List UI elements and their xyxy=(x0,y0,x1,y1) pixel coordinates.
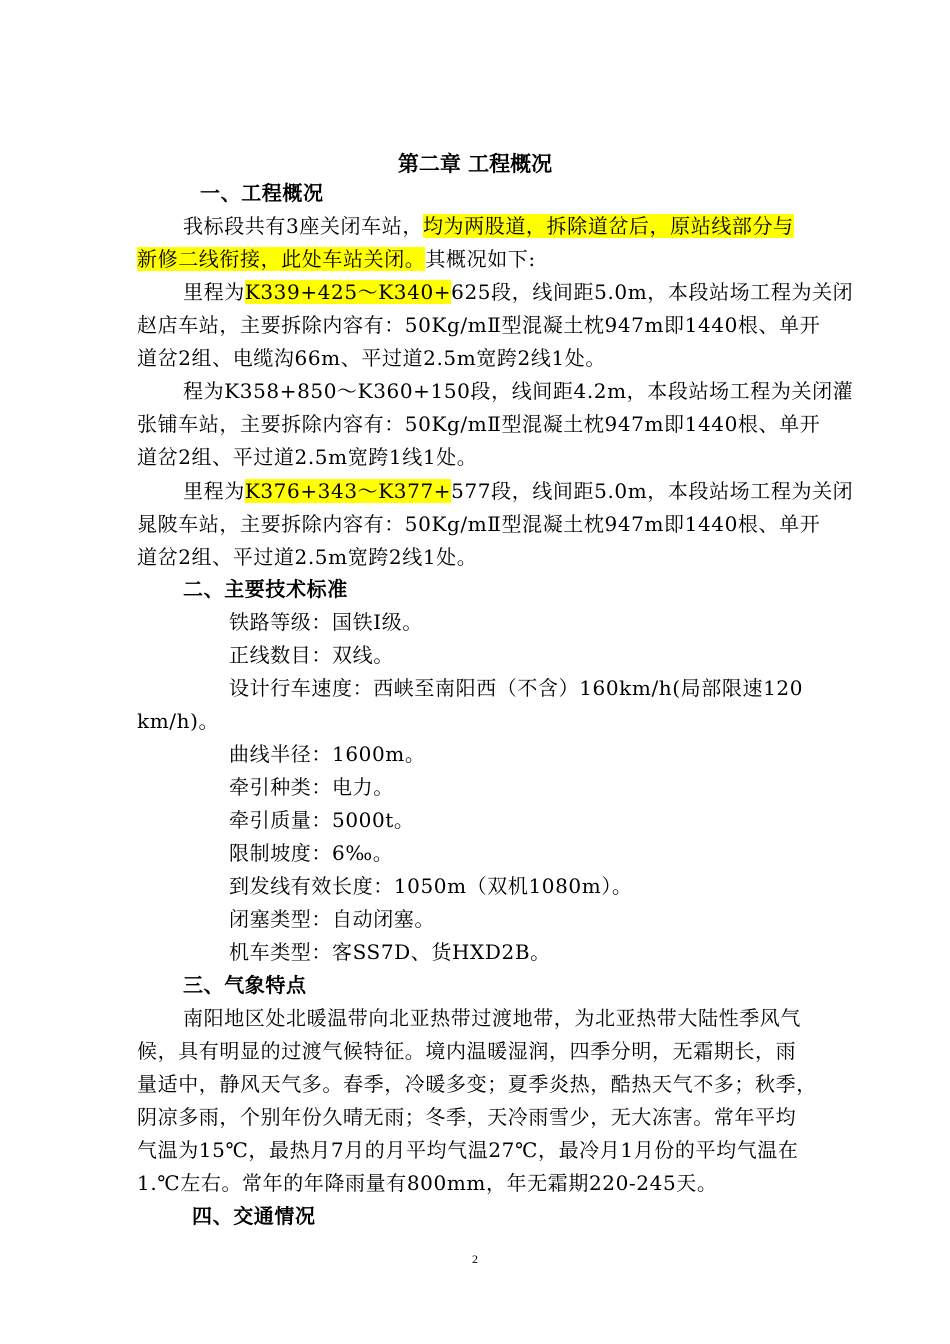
climate-line-3: 量适中，静风天气多。春季，冷暖多变；夏季炎热，酷热天气不多；秋季， xyxy=(137,1072,817,1096)
standard-locomotive: 机车类型：客SS7D、货HXD2B。 xyxy=(229,940,551,964)
section-heading-climate: 三、气象特点 xyxy=(183,973,307,997)
highlighted-text: 新修二线衔接，此处车站关闭。 xyxy=(137,247,426,271)
chapter-title: 第二章 工程概况 xyxy=(397,152,553,176)
text-run: 577段，线间距5.0m，本段站场工程为关闭 xyxy=(451,479,854,503)
overview-paragraph-3-line-3: 道岔2组、平过道2.5m宽跨1线1处。 xyxy=(137,445,478,469)
overview-paragraph-4-line-2: 晁陂车站，主要拆除内容有：50Kg/mⅡ型混凝土枕947m即1440根、单开 xyxy=(137,512,821,536)
climate-line-2: 候，具有明显的过渡气候特征。境内温暖湿润，四季分明，无霜期长，雨 xyxy=(137,1039,797,1063)
climate-line-4: 阴凉多雨，个别年份久晴无雨；冬季，天冷雨雪少，无大冻害。常年平均 xyxy=(137,1105,797,1129)
overview-paragraph-3-line-1: 程为K358+850～K360+150段，线间距4.2m，本段站场工程为关闭灌 xyxy=(183,379,854,403)
standard-curve-radius: 曲线半径：1600m。 xyxy=(229,742,426,766)
overview-paragraph-2-line-2: 赵店车站，主要拆除内容有：50Kg/mⅡ型混凝土枕947m即1440根、单开 xyxy=(137,313,821,337)
standard-track-length: 到发线有效长度：1050m（双机1080m）。 xyxy=(229,874,633,898)
standard-traction-type: 牵引种类：电力。 xyxy=(229,775,394,799)
highlighted-mileage: K339+425～K340+ xyxy=(244,280,452,304)
page-number: 2 xyxy=(472,1252,478,1266)
standard-traction-mass: 牵引质量：5000t。 xyxy=(229,808,415,832)
standard-block-type: 闭塞类型：自动闭塞。 xyxy=(229,907,435,931)
overview-paragraph-3-line-2: 张铺车站，主要拆除内容有：50Kg/mⅡ型混凝土枕947m即1440根、单开 xyxy=(137,412,821,436)
standard-speed-line-1: 设计行车速度：西峡至南阳西（不含）160km/h(局部限速120 xyxy=(229,676,804,700)
highlighted-text: 均为两股道，拆除道岔后，原站线部分与 xyxy=(422,214,794,238)
standard-speed-line-2: km/h)。 xyxy=(137,709,220,733)
standard-ruling-grade: 限制坡度：6‰。 xyxy=(229,841,394,865)
text-run: 其概况如下: xyxy=(425,247,536,271)
text-run: 里程为 xyxy=(183,280,245,304)
climate-line-5: 气温为15℃，最热月7月的月平均气温27℃，最冷月1月份的平均气温在 xyxy=(137,1138,799,1162)
highlighted-mileage: K376+343～K377+ xyxy=(244,479,452,503)
text-run: 625段，线间距5.0m，本段站场工程为关闭 xyxy=(451,280,854,304)
section-heading-standards: 二、主要技术标准 xyxy=(183,577,348,601)
section-heading-transport: 四、交通情况 xyxy=(192,1204,316,1228)
climate-line-6: 1.℃左右。常年的年降雨量有800mm，年无霜期220-245天。 xyxy=(137,1171,718,1195)
section-heading-overview: 一、工程概况 xyxy=(200,181,324,205)
overview-paragraph-4-line-3: 道岔2组、平过道2.5m宽跨2线1处。 xyxy=(137,545,478,569)
overview-paragraph-1-line-1 xyxy=(183,213,794,239)
overview-paragraph-2-line-3: 道岔2组、电缆沟66m、平过道2.5m宽跨2线1处。 xyxy=(137,346,606,370)
overview-paragraph-4-line-1 xyxy=(183,478,853,504)
standard-main-lines: 正线数目：双线。 xyxy=(229,643,394,667)
overview-paragraph-1-line-2 xyxy=(137,246,536,272)
standard-rail-grade: 铁路等级：国铁Ⅰ级。 xyxy=(229,610,423,634)
text-run: 里程为 xyxy=(183,479,245,503)
overview-paragraph-2-line-1 xyxy=(183,279,853,305)
climate-line-1: 南阳地区处北暖温带向北亚热带过渡地带，为北亚热带大陆性季风气 xyxy=(183,1006,801,1030)
text-run: 我标段共有3座关闭车站， xyxy=(183,214,423,238)
